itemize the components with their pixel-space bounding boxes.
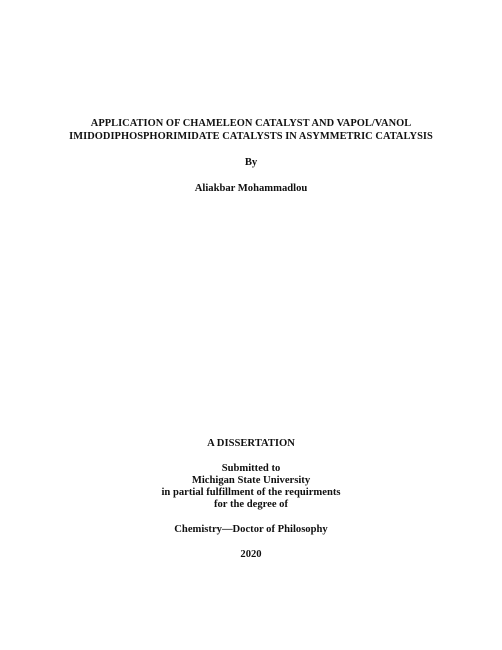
byline: By xyxy=(244,157,258,168)
document-type: A DISSERTATION xyxy=(207,438,295,449)
title-line-1: APPLICATION OF CHAMELEON CATALYST AND VAPOL/VANOL xyxy=(90,118,412,129)
submission-line-1: Submitted to xyxy=(221,463,281,474)
submission-line-4: for the degree of xyxy=(213,499,289,510)
author-name: Aliakbar Mohammadlou xyxy=(194,183,308,194)
year: 2020 xyxy=(240,549,262,560)
submission-line-3: in partial fulfillment of the requirments xyxy=(161,487,341,498)
title-line-2: IMIDODIPHOSPHORIMIDATE CATALYSTS IN ASYMMETRIC CATALYSIS xyxy=(69,131,433,142)
submission-line-2: Michigan State University xyxy=(191,475,311,486)
degree: Chemistry—Doctor of Philosophy xyxy=(174,524,328,535)
